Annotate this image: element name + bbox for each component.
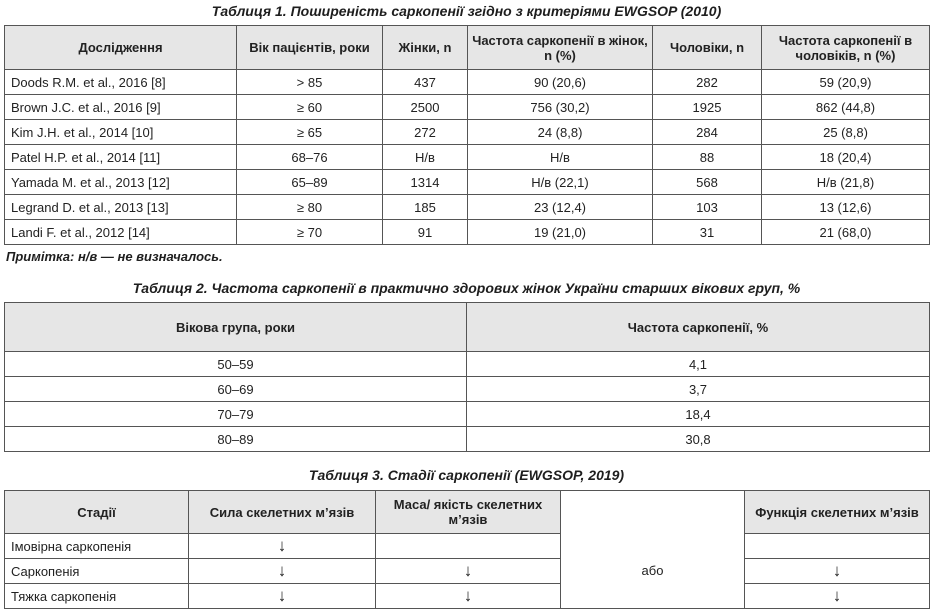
table3-header-row [5, 491, 930, 534]
table-row [5, 70, 930, 95]
cell-age-group: 70–79 [5, 402, 467, 427]
arrow-down-icon: ↓ [189, 584, 376, 609]
table-row [5, 352, 930, 377]
header-women: Жінки, n [383, 26, 468, 70]
cell-age: 68–76 [237, 145, 383, 170]
cell-women-freq: 19 (21,0) [468, 220, 653, 245]
cell-men-freq: 21 (68,0) [762, 220, 930, 245]
cell-women: 272 [383, 120, 468, 145]
table1-header-row [5, 26, 930, 70]
cell-men: 88 [653, 145, 762, 170]
cell-function [745, 534, 930, 559]
cell-men-freq: Н/в (21,8) [762, 170, 930, 195]
cell-women: 1314 [383, 170, 468, 195]
cell-frequency: 4,1 [467, 352, 930, 377]
cell-study: Patel H.P. et al., 2014 [11] [5, 145, 237, 170]
table-row [5, 534, 930, 559]
cell-frequency: 3,7 [467, 377, 930, 402]
cell-study: Kim J.H. et al., 2014 [10] [5, 120, 237, 145]
cell-age-group: 60–69 [5, 377, 467, 402]
cell-women: Н/в [383, 145, 468, 170]
cell-study: Legrand D. et al., 2013 [13] [5, 195, 237, 220]
table-row [5, 559, 930, 584]
arrow-down-icon: ↓ [189, 534, 376, 559]
women-frequency-table [4, 302, 930, 452]
header-study: Дослідження [5, 26, 237, 70]
arrow-down-icon: ↓ [189, 559, 376, 584]
cell-stage: Імовірна саркопенія [5, 534, 189, 559]
header-men: Чоловіки, n [653, 26, 762, 70]
cell-women: 91 [383, 220, 468, 245]
cell-age: 65–89 [237, 170, 383, 195]
cell-age-group: 80–89 [5, 427, 467, 452]
header-mass: Маса/ якість скелетних м’язів [376, 491, 561, 534]
cell-men-freq: 25 (8,8) [762, 120, 930, 145]
table-row [5, 377, 930, 402]
header-strength: Сила скелетних м’язів [189, 491, 376, 534]
header-age: Вік пацієнтів, роки [237, 26, 383, 70]
header-men-freq: Частота саркопенії в чоловіків, n (%) [762, 26, 930, 70]
table-row [5, 95, 930, 120]
table1-caption: Таблиця 1. Поширеність саркопенії згідно з критеріями EWGSOP (2010) [211, 3, 722, 19]
table-row [5, 170, 930, 195]
cell-women-freq: 90 (20,6) [468, 70, 653, 95]
table2-header-row [5, 303, 930, 352]
cell-men-freq: 59 (20,9) [762, 70, 930, 95]
table3-caption: Таблиця 3. Стадії саркопенії (EWGSOP, 2019) [308, 467, 625, 483]
prevalence-table [4, 25, 930, 245]
cell-men: 568 [653, 170, 762, 195]
cell-study: Brown J.C. et al., 2016 [9] [5, 95, 237, 120]
arrow-down-icon: ↓ [376, 559, 561, 584]
cell-age: ≥ 60 [237, 95, 383, 120]
table-row [5, 402, 930, 427]
cell-age: ≥ 65 [237, 120, 383, 145]
cell-age: ≥ 70 [237, 220, 383, 245]
cell-frequency: 18,4 [467, 402, 930, 427]
cell-women-freq: 24 (8,8) [468, 120, 653, 145]
or-label: або [561, 534, 745, 609]
cell-stage: Саркопенія [5, 559, 189, 584]
cell-men: 1925 [653, 95, 762, 120]
table1-note: Примітка: н/в — не визначалось. [6, 249, 223, 264]
table-row [5, 120, 930, 145]
cell-frequency: 30,8 [467, 427, 930, 452]
arrow-down-icon: ↓ [376, 584, 561, 609]
cell-men-freq: 13 (12,6) [762, 195, 930, 220]
cell-study: Landi F. et al., 2012 [14] [5, 220, 237, 245]
cell-women: 2500 [383, 95, 468, 120]
arrow-down-icon: ↓ [745, 584, 930, 609]
cell-age: ≥ 80 [237, 195, 383, 220]
stages-table [4, 490, 930, 609]
cell-mass [376, 534, 561, 559]
cell-men: 284 [653, 120, 762, 145]
cell-women-freq: Н/в [468, 145, 653, 170]
table2-caption: Таблиця 2. Частота саркопенії в практично здорових жінок України старших вікових груп, % [132, 280, 801, 296]
cell-men-freq: 862 (44,8) [762, 95, 930, 120]
table-row [5, 220, 930, 245]
table-row [5, 145, 930, 170]
cell-study: Yamada M. et al., 2013 [12] [5, 170, 237, 195]
cell-men: 103 [653, 195, 762, 220]
cell-stage: Тяжка саркопенія [5, 584, 189, 609]
header-frequency: Частота саркопенії, % [467, 303, 930, 352]
table-row [5, 427, 930, 452]
table-row [5, 195, 930, 220]
header-women-freq: Частота саркопенії в жінок, n (%) [468, 26, 653, 70]
header-function: Функція скелетних м’язів [745, 491, 930, 534]
cell-women: 185 [383, 195, 468, 220]
arrow-down-icon: ↓ [745, 559, 930, 584]
cell-men: 282 [653, 70, 762, 95]
cell-age: > 85 [237, 70, 383, 95]
header-age-group: Вікова група, роки [5, 303, 467, 352]
cell-men-freq: 18 (20,4) [762, 145, 930, 170]
cell-study: Doods R.M. et al., 2016 [8] [5, 70, 237, 95]
cell-women-freq: 23 (12,4) [468, 195, 653, 220]
header-stages: Стадії [5, 491, 189, 534]
table-row [5, 584, 930, 609]
cell-men: 31 [653, 220, 762, 245]
cell-women-freq: 756 (30,2) [468, 95, 653, 120]
cell-women: 437 [383, 70, 468, 95]
header-empty [561, 491, 745, 534]
cell-age-group: 50–59 [5, 352, 467, 377]
cell-women-freq: Н/в (22,1) [468, 170, 653, 195]
